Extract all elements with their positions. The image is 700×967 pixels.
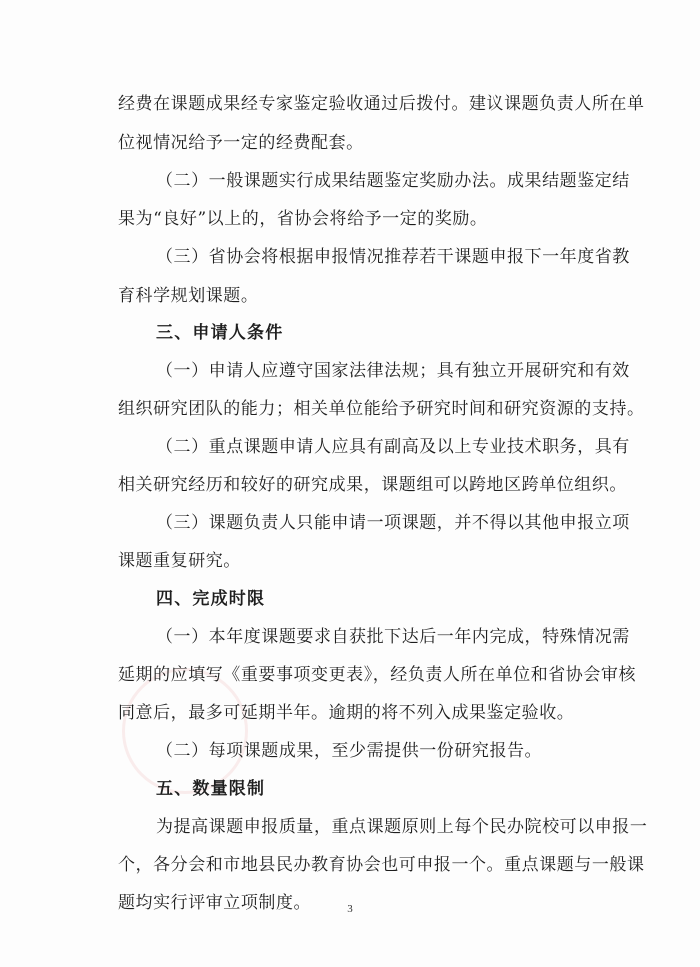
paragraph-line: （二）每项课题成果，至少需提供一份研究报告。 — [156, 741, 543, 761]
paragraph-line: 延期的应填写《重要事项变更表》，经负责人所在单位和省协会审核 — [118, 665, 636, 685]
paragraph-line: 题均实行评审立项制度。 — [118, 893, 312, 913]
paragraph-line: 位视情况给予一定的经费配套。 — [118, 133, 364, 153]
paragraph-line: 为提高课题申报质量，重点课题原则上每个民办院校可以申报一 — [156, 817, 648, 837]
faint-seal-stamp — [122, 668, 248, 794]
paragraph-line: 相关研究经历和较好的研究成果，课题组可以跨地区跨单位组织。 — [118, 475, 627, 495]
paragraph-line: 个，各分会和市地县民办教育协会也可申报一个。重点课题与一般课 — [118, 855, 645, 875]
paragraph-line: 组织研究团队的能力；相关单位能给予研究时间和研究资源的支持。 — [118, 399, 645, 419]
paragraph-line: 课题重复研究。 — [118, 551, 241, 571]
paragraph-line: 育科学规划课题。 — [118, 286, 259, 306]
paragraph-line: （二）一般课题实行成果结题鉴定奖励办法。成果结题鉴定结 — [156, 171, 630, 191]
section-heading: 四、完成时限 — [156, 589, 266, 609]
paragraph-line: （一）本年度课题要求自获批下达后一年内完成，特殊情况需 — [156, 627, 630, 647]
paragraph-line: 同意后，最多可延期半年。逾期的将不列入成果鉴定验收。 — [118, 703, 575, 723]
paragraph-line: （二）重点课题申请人应具有副高及以上专业技术职务，具有 — [156, 437, 630, 457]
section-heading: 五、数量限制 — [156, 779, 266, 799]
paragraph-line: 果为“良好”以上的，省协会将给予一定的奖励。 — [118, 209, 488, 229]
paragraph-line: 经费在课题成果经专家鉴定验收通过后拨付。建议课题负责人所在单 — [118, 94, 645, 114]
paragraph-line: （三）课题负责人只能申请一项课题，并不得以其他申报立项 — [156, 513, 630, 533]
paragraph-line: （三）省协会将根据申报情况推荐若干课题申报下一年度省教 — [156, 247, 630, 267]
paragraph-line: （一）申请人应遵守国家法律法规；具有独立开展研究和有效 — [156, 361, 630, 381]
section-heading: 三、申请人条件 — [156, 323, 284, 343]
page-number: 3 — [347, 903, 353, 915]
